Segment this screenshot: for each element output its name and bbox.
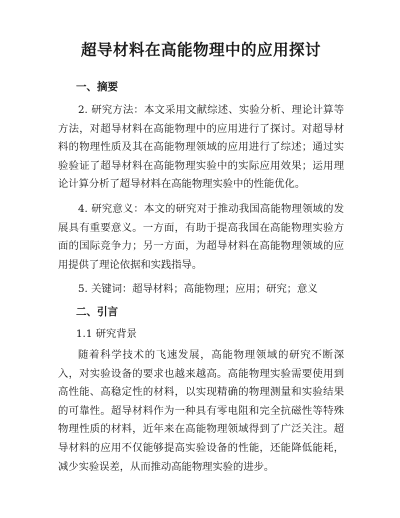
paragraph-keywords: 5. 关键词：超导材料；高能物理；应用；研究；意义 [78,283,318,296]
paragraph-research-significance: 4. 研究意义：本文的研究对于推动我国高能物理领域的发展具有重要意义。一方面，有助于提高我国在高能物理实验方面的国际竞争力；另一方面，为超导材料在高能物理领域的应用提供了理论依据和实践指导。 [58,202,344,271]
paragraph-research-method: 2. 研究方法：本文采用文献综述、实验分析、理论计算等方法，对超导材料在高能物理中的应用进行了探讨。对超导材料的物理性质及其在高能物理领域的应用进行了综述；通过实验验证了超导材料在高能物理实验中的实际应用效果；运用理论计算分析了超导材料在高能物理实验中的性能优化。 [58,104,344,191]
document-title: 超导材料在高能物理中的应用探讨 [80,40,321,59]
section-heading-abstract: 一、摘要 [76,81,118,93]
paragraph-background: 随着科学技术的飞速发展，高能物理领域的研究不断深入，对实验设备的要求也越来越高。高能物理实验需要使用到高性能、高稳定性的材料，以实现精确的物理测量和实验结果的可靠性。超导材料作为一种具有零电阻和完全抗磁性等特殊物理性质的材料，近年来在高能物理领域得到了广泛关注。超导材料的应用不仅能够提高实验设备的性能，还能降低能耗，减少实验误差，从而推动高能物理实验的进步。 [58,348,344,473]
section-heading-introduction: 二、引言 [76,305,118,318]
subsection-heading-background: 1.1 研究背景 [76,327,137,340]
